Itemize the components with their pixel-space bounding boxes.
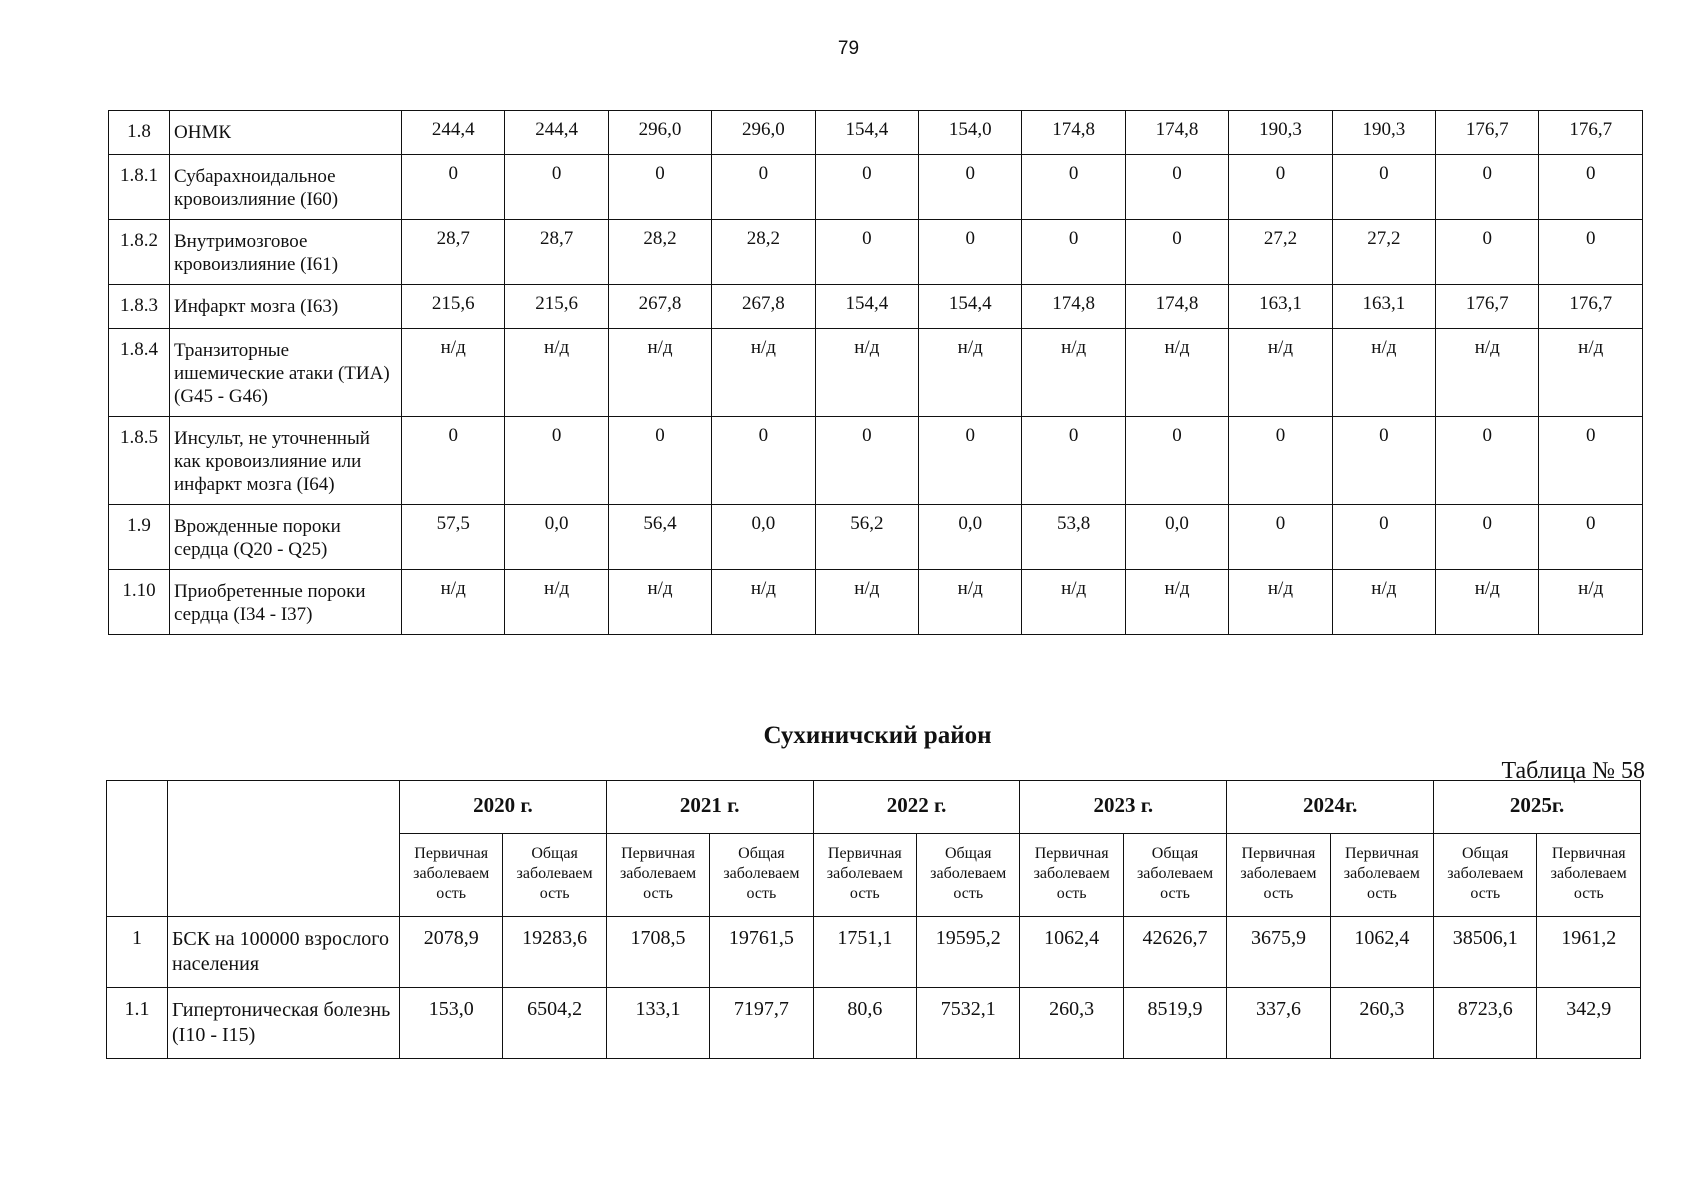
value-cell: 176,7: [1436, 111, 1539, 155]
value-cell: 0: [1125, 417, 1228, 505]
value-cell: 0: [1229, 505, 1332, 570]
row-code: 1.1: [107, 988, 168, 1059]
row-name: БСК на 100000 взрослого населения: [168, 917, 400, 988]
value-cell: 8519,9: [1123, 988, 1226, 1059]
value-cell: 176,7: [1436, 285, 1539, 329]
value-cell: 0,0: [712, 505, 815, 570]
year-header: 2025г.: [1434, 781, 1641, 834]
value-cell: 0: [1436, 417, 1539, 505]
row-name: Транзиторные ишемические атаки (ТИА) (G45 - G46): [170, 329, 402, 417]
value-cell: н/д: [1125, 329, 1228, 417]
value-cell: 0: [1539, 505, 1643, 570]
value-cell: 215,6: [402, 285, 505, 329]
value-cell: 0: [608, 417, 711, 505]
value-cell: 174,8: [1125, 285, 1228, 329]
value-cell: 0: [919, 417, 1022, 505]
value-cell: 260,3: [1330, 988, 1433, 1059]
value-cell: 244,4: [505, 111, 608, 155]
value-cell: н/д: [402, 570, 505, 635]
value-cell: н/д: [1022, 570, 1125, 635]
value-cell: н/д: [919, 570, 1022, 635]
value-cell: 19761,5: [710, 917, 813, 988]
row-code: 1.8: [109, 111, 170, 155]
value-cell: 0: [1022, 417, 1125, 505]
subheader-cell: Первичная заболеваем ость: [1227, 834, 1330, 917]
subheader-cell: Первичная заболеваем ость: [1020, 834, 1123, 917]
value-cell: н/д: [815, 329, 918, 417]
value-cell: н/д: [402, 329, 505, 417]
row-code: 1: [107, 917, 168, 988]
row-code: 1.8.5: [109, 417, 170, 505]
value-cell: 0: [608, 155, 711, 220]
value-cell: 0: [919, 220, 1022, 285]
subheader-cell: Первичная заболеваем ость: [606, 834, 709, 917]
subheader-cell: Первичная заболеваем ость: [400, 834, 503, 917]
value-cell: 19283,6: [503, 917, 606, 988]
row-name: ОНМК: [170, 111, 402, 155]
value-cell: 7197,7: [710, 988, 813, 1059]
value-cell: 244,4: [402, 111, 505, 155]
value-cell: 0: [1125, 220, 1228, 285]
value-cell: 80,6: [813, 988, 916, 1059]
value-cell: 190,3: [1229, 111, 1332, 155]
value-cell: 133,1: [606, 988, 709, 1059]
value-cell: 0: [1022, 220, 1125, 285]
value-cell: 1708,5: [606, 917, 709, 988]
value-cell: 163,1: [1332, 285, 1435, 329]
value-cell: 1751,1: [813, 917, 916, 988]
row-code: 1.10: [109, 570, 170, 635]
year-header: 2020 г.: [400, 781, 607, 834]
value-cell: 27,2: [1229, 220, 1332, 285]
subheader-cell: Общая заболеваем ость: [917, 834, 1020, 917]
value-cell: 0: [1539, 220, 1643, 285]
value-cell: 1961,2: [1537, 917, 1641, 988]
header-blank-code: [107, 781, 168, 917]
subheader-cell: Первичная заболеваем ость: [1330, 834, 1433, 917]
value-cell: 6504,2: [503, 988, 606, 1059]
value-cell: 0: [815, 220, 918, 285]
table-row: [109, 155, 1643, 220]
row-code: 1.9: [109, 505, 170, 570]
value-cell: 174,8: [1125, 111, 1228, 155]
value-cell: 0: [1125, 155, 1228, 220]
table-row: [109, 285, 1643, 329]
value-cell: н/д: [1539, 329, 1643, 417]
value-cell: 0: [712, 155, 815, 220]
value-cell: н/д: [1539, 570, 1643, 635]
value-cell: 337,6: [1227, 988, 1330, 1059]
value-cell: 57,5: [402, 505, 505, 570]
section-title: Сухиничский район: [763, 722, 992, 749]
row-name: Гипертоническая болезнь (I10 - I15): [168, 988, 400, 1059]
row-name: Приобретенные пороки сердца (I34 - I37): [170, 570, 402, 635]
table-row: [109, 111, 1643, 155]
value-cell: н/д: [608, 570, 711, 635]
value-cell: 8723,6: [1434, 988, 1537, 1059]
value-cell: 154,0: [919, 111, 1022, 155]
value-cell: 163,1: [1229, 285, 1332, 329]
value-cell: 3675,9: [1227, 917, 1330, 988]
row-code: 1.8.4: [109, 329, 170, 417]
value-cell: н/д: [1332, 570, 1435, 635]
table-bottom: [106, 780, 1641, 1059]
subheader-cell: Общая заболеваем ость: [710, 834, 813, 917]
table-row: [109, 220, 1643, 285]
value-cell: 153,0: [400, 988, 503, 1059]
value-cell: 0: [1539, 417, 1643, 505]
value-cell: 42626,7: [1123, 917, 1226, 988]
value-cell: 296,0: [608, 111, 711, 155]
value-cell: н/д: [712, 329, 815, 417]
table-row: [109, 505, 1643, 570]
table-bottom-body: [107, 917, 1641, 1059]
value-cell: 56,2: [815, 505, 918, 570]
value-cell: н/д: [1229, 329, 1332, 417]
value-cell: н/д: [1436, 570, 1539, 635]
value-cell: 267,8: [712, 285, 815, 329]
value-cell: н/д: [815, 570, 918, 635]
value-cell: 0: [919, 155, 1022, 220]
row-name: Внутримозговое кровоизлияние (I61): [170, 220, 402, 285]
value-cell: 260,3: [1020, 988, 1123, 1059]
value-cell: 0: [815, 155, 918, 220]
subheader-cell: Общая заболеваем ость: [1123, 834, 1226, 917]
year-header: 2022 г.: [813, 781, 1020, 834]
value-cell: 0: [712, 417, 815, 505]
value-cell: 27,2: [1332, 220, 1435, 285]
table-row: [109, 417, 1643, 505]
table-row: [109, 570, 1643, 635]
row-name: Инсульт, не уточненный как кровоизлияние или инфаркт мозга (I64): [170, 417, 402, 505]
value-cell: н/д: [505, 570, 608, 635]
value-cell: 28,2: [712, 220, 815, 285]
value-cell: 0: [1539, 155, 1643, 220]
value-cell: 0: [1332, 155, 1435, 220]
value-cell: н/д: [505, 329, 608, 417]
year-header: 2021 г.: [606, 781, 813, 834]
value-cell: 0,0: [1125, 505, 1228, 570]
value-cell: н/д: [919, 329, 1022, 417]
value-cell: н/д: [608, 329, 711, 417]
row-code: 1.8.1: [109, 155, 170, 220]
value-cell: 28,2: [608, 220, 711, 285]
value-cell: н/д: [1229, 570, 1332, 635]
table-top-body: [109, 111, 1643, 635]
value-cell: 0: [505, 155, 608, 220]
value-cell: 154,4: [815, 285, 918, 329]
table-caption: Таблица № 58: [1501, 758, 1645, 784]
value-cell: 7532,1: [917, 988, 1020, 1059]
table-top: [108, 110, 1643, 635]
value-cell: 38506,1: [1434, 917, 1537, 988]
value-cell: 190,3: [1332, 111, 1435, 155]
header-blank-name: [168, 781, 400, 917]
value-cell: 154,4: [815, 111, 918, 155]
value-cell: 28,7: [505, 220, 608, 285]
value-cell: 0: [1332, 417, 1435, 505]
value-cell: н/д: [1332, 329, 1435, 417]
value-cell: 1062,4: [1020, 917, 1123, 988]
value-cell: 0: [402, 155, 505, 220]
value-cell: 19595,2: [917, 917, 1020, 988]
value-cell: 176,7: [1539, 285, 1643, 329]
value-cell: 0: [1022, 155, 1125, 220]
value-cell: н/д: [1125, 570, 1228, 635]
subheader-cell: Общая заболеваем ость: [1434, 834, 1537, 917]
value-cell: 215,6: [505, 285, 608, 329]
value-cell: 1062,4: [1330, 917, 1433, 988]
value-cell: 154,4: [919, 285, 1022, 329]
subheader-cell: Первичная заболеваем ость: [1537, 834, 1641, 917]
subheader-cell: Общая заболеваем ость: [503, 834, 606, 917]
table-row: [109, 329, 1643, 417]
value-cell: 296,0: [712, 111, 815, 155]
value-cell: 0: [402, 417, 505, 505]
value-cell: 176,7: [1539, 111, 1643, 155]
value-cell: 0,0: [505, 505, 608, 570]
value-cell: 0: [1229, 155, 1332, 220]
row-name: Инфаркт мозга (I63): [170, 285, 402, 329]
value-cell: 2078,9: [400, 917, 503, 988]
year-header: 2024г.: [1227, 781, 1434, 834]
table-row: [107, 917, 1641, 988]
value-cell: 0: [815, 417, 918, 505]
value-cell: н/д: [1022, 329, 1125, 417]
value-cell: 267,8: [608, 285, 711, 329]
row-name: Врожденные пороки сердца (Q20 - Q25): [170, 505, 402, 570]
value-cell: 0: [1436, 505, 1539, 570]
page-number: 79: [837, 38, 860, 59]
value-cell: 174,8: [1022, 111, 1125, 155]
year-header: 2023 г.: [1020, 781, 1227, 834]
value-cell: 28,7: [402, 220, 505, 285]
table-row: [107, 988, 1641, 1059]
value-cell: 0: [1436, 220, 1539, 285]
row-name: Субарахноидальное кровоизлияние (I60): [170, 155, 402, 220]
subheader-cell: Первичная заболеваем ость: [813, 834, 916, 917]
row-code: 1.8.2: [109, 220, 170, 285]
value-cell: 174,8: [1022, 285, 1125, 329]
value-cell: 0: [1332, 505, 1435, 570]
value-cell: 53,8: [1022, 505, 1125, 570]
value-cell: 0: [1436, 155, 1539, 220]
value-cell: 0: [505, 417, 608, 505]
value-cell: 56,4: [608, 505, 711, 570]
value-cell: 0,0: [919, 505, 1022, 570]
value-cell: н/д: [1436, 329, 1539, 417]
value-cell: н/д: [712, 570, 815, 635]
value-cell: 342,9: [1537, 988, 1641, 1059]
value-cell: 0: [1229, 417, 1332, 505]
year-header-row: [107, 781, 1641, 834]
row-code: 1.8.3: [109, 285, 170, 329]
